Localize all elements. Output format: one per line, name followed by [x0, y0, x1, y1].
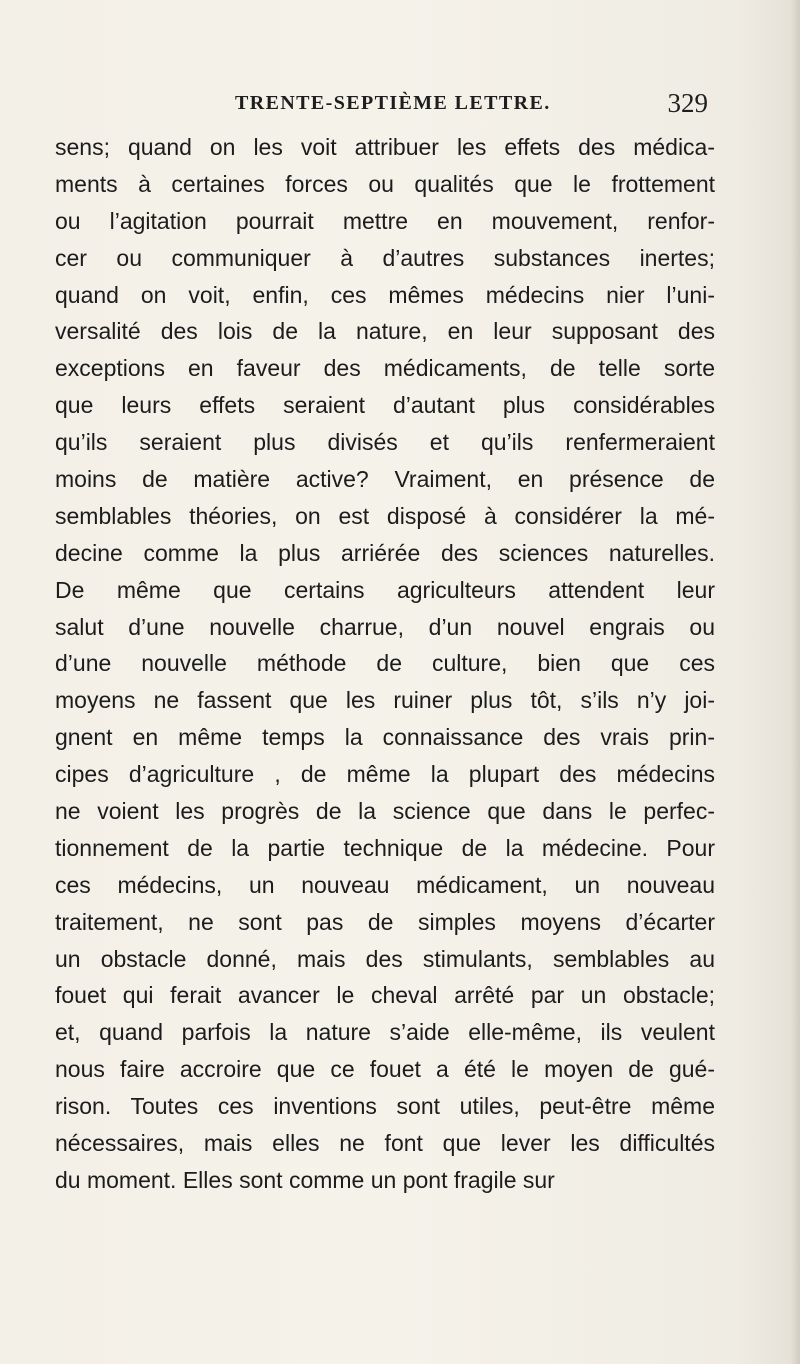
text-line: sens; quand on les voit attribuer les effets des médica- — [55, 134, 715, 160]
text-line: ne voient les progrès de la science que dans le perfec- — [55, 798, 715, 825]
text-line: ments à certaines forces ou qualités que le frottement — [55, 170, 715, 197]
text-line: moyens ne fassent que les ruiner plus tôt, s’ils n’y joi- — [55, 687, 715, 714]
text-line: nous faire accroire que ce fouet a été le moyen de gué- — [55, 1056, 715, 1083]
text-line: et, quand parfois la nature s’aide elle-même, ils veulent — [55, 1019, 715, 1046]
page-edge-shadow — [790, 0, 800, 1364]
text-line: tionnement de la partie technique de la médecine. Pour — [55, 834, 715, 861]
text-line: ces médecins, un nouveau médicament, un nouveau — [55, 871, 715, 898]
text-line: versalité des lois de la nature, en leur supposant des — [55, 318, 715, 345]
text-line: du moment. Elles sont comme un pont fragile sur — [55, 1166, 555, 1193]
text-line: cipes d’agriculture , de même la plupart des médecins — [55, 761, 715, 788]
text-line: exceptions en faveur des médicaments, de telle sorte — [55, 355, 715, 382]
running-title: TRENTE-SEPTIÈME LETTRE. — [235, 92, 551, 114]
text-line: decine comme la plus arriérée des sciences naturelles. — [55, 539, 715, 566]
text-line: moins de matière active? Vraiment, en présence de — [55, 466, 715, 493]
text-line: salut d’une nouvelle charrue, d’un nouvel engrais ou — [55, 613, 715, 640]
body-text — [55, 129, 715, 1199]
page-number: 329 — [667, 88, 708, 118]
text-line: fouet qui ferait avancer le cheval arrêté par un obstacle; — [55, 982, 715, 1009]
text-line: De même que certains agriculteurs attendent leur — [55, 576, 715, 603]
page-header — [60, 88, 720, 118]
text-line: cer ou communiquer à d’autres substances inertes; — [55, 244, 715, 271]
text-line: ou l’agitation pourrait mettre en mouvement, renfor- — [55, 207, 715, 234]
text-line: nécessaires, mais elles ne font que lever les difficultés — [55, 1130, 715, 1157]
text-line: qu’ils seraient plus divisés et qu’ils renfermeraient — [55, 429, 715, 456]
text-line: quand on voit, enfin, ces mêmes médecins nier l’uni- — [55, 281, 715, 308]
text-line: traitement, ne sont pas de simples moyens d’écarter — [55, 908, 715, 935]
text-line: un obstacle donné, mais des stimulants, semblables au — [55, 945, 715, 972]
text-line: semblables théories, on est disposé à considérer la mé- — [55, 502, 715, 529]
text-line: rison. Toutes ces inventions sont utiles, peut-être même — [55, 1093, 715, 1120]
text-line: d’une nouvelle méthode de culture, bien que ces — [55, 650, 715, 677]
text-line: gnent en même temps la connaissance des vrais prin- — [55, 724, 715, 751]
text-line: que leurs effets seraient d’autant plus considérables — [55, 392, 715, 419]
